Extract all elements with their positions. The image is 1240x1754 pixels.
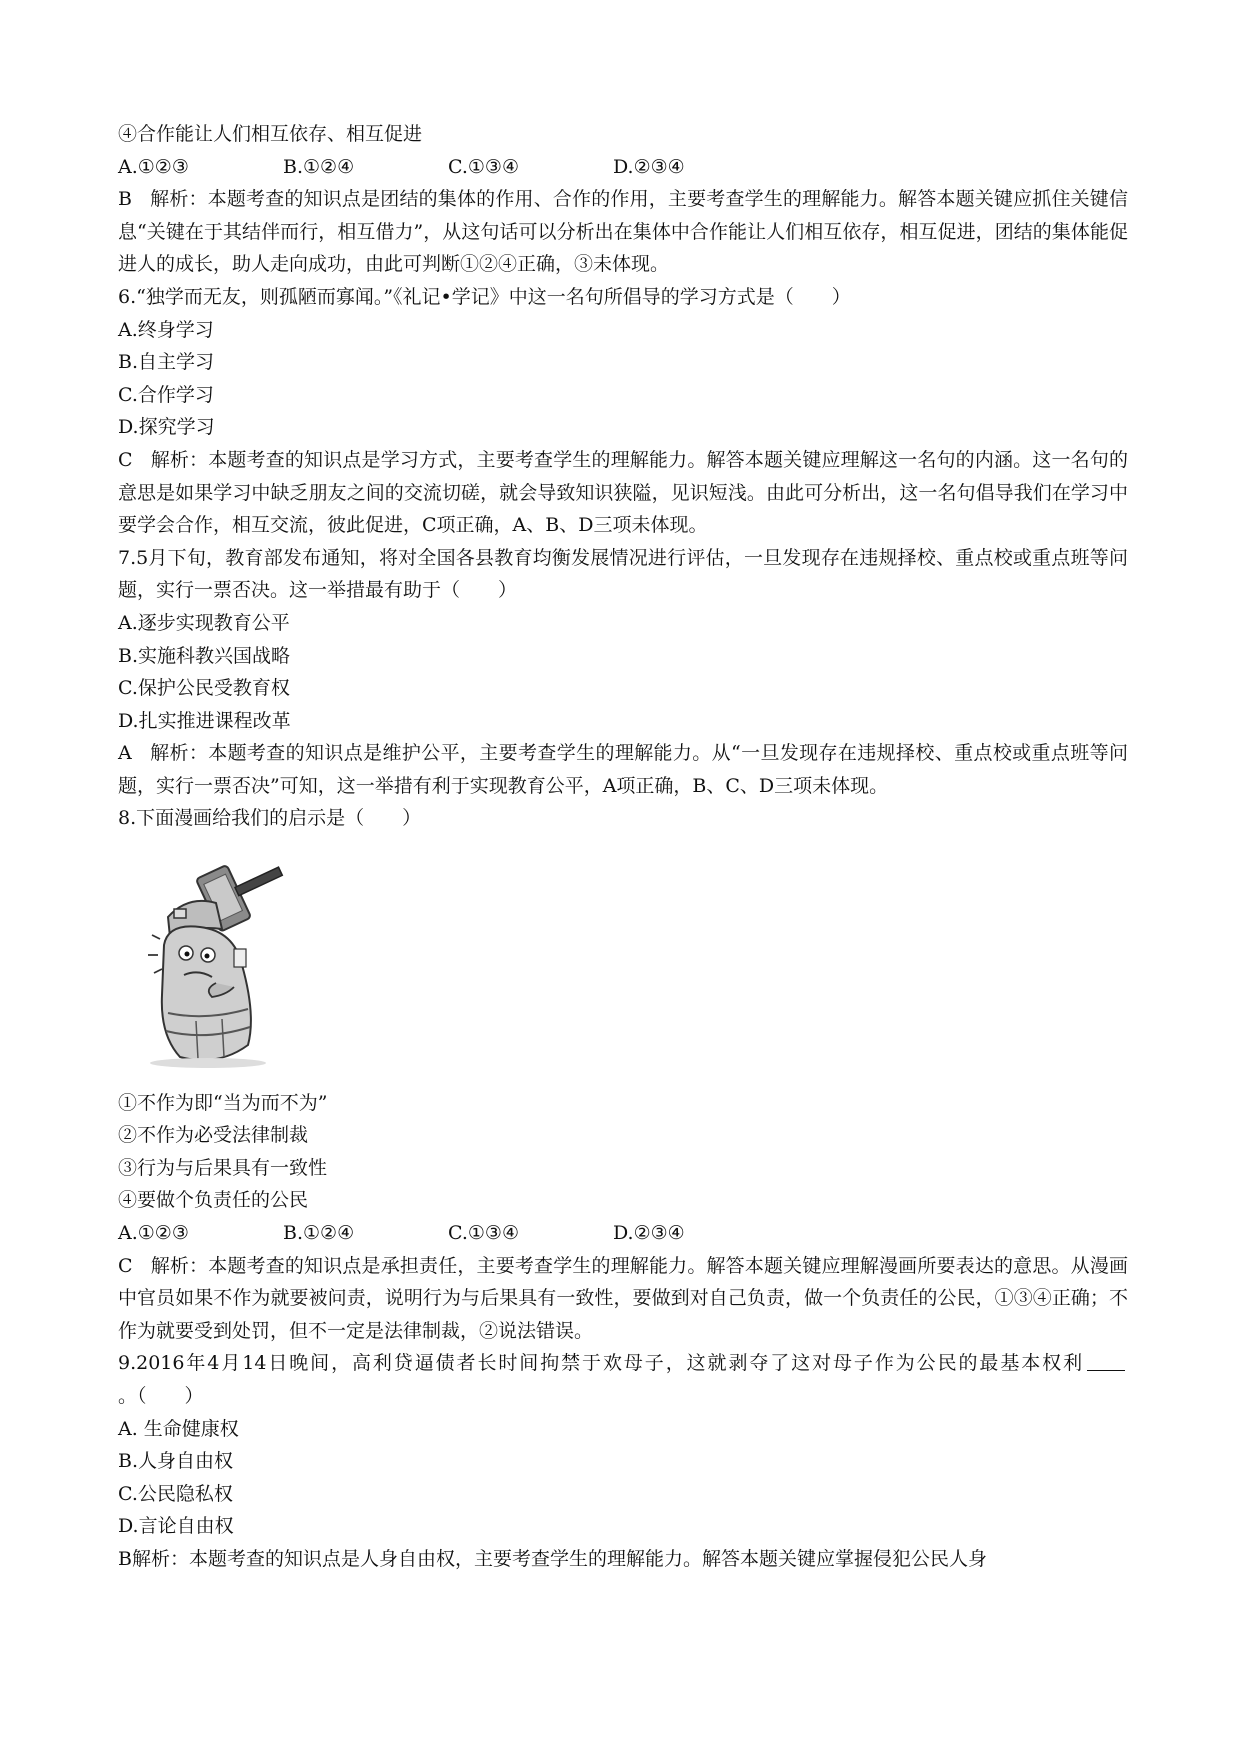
q9-analysis: [118, 1543, 1128, 1576]
q5-item-4: ④合作能让人们相互依存、相互促进: [118, 123, 423, 145]
q5-option-b: B.①②④: [283, 155, 355, 178]
q6-analysis-label: 解析：: [150, 448, 209, 471]
q8-option-d: D.②③④: [613, 1222, 685, 1245]
q7-analysis-label: 解析：: [149, 742, 209, 765]
q7-analysis-text: 本题考查的知识点是维护公平，主要考查学生的理解能力。从“一旦发现存在违规择校、重点校或重点班等问题，实行一票否决”可知，这一举措有利于实现教育公平，A项正确，B、C、D三项未体现。: [118, 742, 1128, 797]
q9-stem: [118, 1347, 1128, 1412]
q7-answer: A: [118, 742, 132, 765]
q6-option-c: C.合作学习: [118, 383, 214, 406]
q5-option-c: C.①③④: [448, 155, 519, 178]
q9-option-c: C.公民隐私权: [118, 1482, 233, 1505]
cartoon-image: [138, 845, 288, 1070]
q8-item-2: ②不作为必受法律制裁: [118, 1124, 309, 1147]
q6-answer: C: [118, 448, 133, 471]
q5-option-d: D.②③④: [613, 155, 685, 178]
q6-option-a: A.终身学习: [118, 318, 214, 341]
q9-answer: B: [118, 1547, 132, 1570]
q9-analysis-label: 解析：: [131, 1547, 189, 1570]
q7-option-a: A.逐步实现教育公平: [118, 611, 290, 634]
q5-options: [118, 151, 1128, 184]
q9-analysis-text: 本题考查的知识点是人身自由权，主要考查学生的理解能力。解答本题关键应掌握侵犯公民人身: [188, 1547, 987, 1570]
q8-option-c: C.①③④: [448, 1222, 519, 1245]
q5-answer: B: [118, 188, 132, 211]
q7-option-c: C.保护公民受教育权: [118, 677, 290, 700]
q8-item-3: ③行为与后果具有一致性: [118, 1156, 328, 1179]
q8-option-a: A.①②③: [118, 1222, 189, 1245]
q8-item-4: ④要做个负责任的公民: [118, 1189, 309, 1212]
q8-options: [118, 1217, 1128, 1250]
q9-blank: [1087, 1350, 1125, 1371]
q9-stem-text: 9.2016年4月14日晚间，高利贷逼债者长时间拘禁于欢母子，这就剥夺了这对母子作为公民的最基本权利: [118, 1352, 1084, 1375]
q9-option-a: A. 生命健康权: [118, 1417, 239, 1440]
q8-analysis-label: 解析：: [150, 1254, 209, 1277]
q9-option-b: B.人身自由权: [118, 1450, 234, 1473]
q8-item-1: ①不作为即“当为而不为”: [118, 1091, 328, 1114]
q7-analysis: [118, 737, 1128, 802]
q6-analysis-text: 本题考查的知识点是学习方式，主要考查学生的理解能力。解答本题关键应理解这一名句的内涵。这一名句的意思是如果学习中缺乏朋友之间的交流切磋，就会导致知识狭隘，见识短浅。由此可分析出，这一名句倡导我们在学习中要学会合作，相互交流，彼此促进，C项正确，A、B、D三项未体现。: [118, 448, 1128, 537]
q8-option-b: B.①②④: [283, 1222, 355, 1245]
q9-option-d: D.言论自由权: [118, 1515, 234, 1538]
q5-option-a: A.①②③: [118, 155, 189, 178]
q8-analysis-text: 本题考查的知识点是承担责任，主要考查学生的理解能力。解答本题关键应理解漫画所要表达的意思。从漫画中官员如果不作为就要被问责，说明行为与后果具有一致性，要做到对自己负责，做一个负责任的公民，①③④正确；不作为就要受到处罚，但不一定是法律制裁，②说法错误。: [118, 1254, 1128, 1342]
q7-stem: 7.5月下旬，教育部发布通知，将对全国各县教育均衡发展情况进行评估，一旦发现存在违规择校、重点校或重点班等问题，实行一票否决。这一举措最有助于（ ）: [118, 546, 1128, 602]
q5-analysis: [118, 183, 1128, 281]
q6-analysis: [118, 444, 1128, 542]
q5-analysis-text: 本题考查的知识点是团结的集体的作用、合作的作用，主要考查学生的理解能力。解答本题关键应抓住关键信息“关键在于其结伴而行，相互借力”，从这句话可以分析出在集体中合作能让人们相互依存，相互促进，团结的集体能促进人的成长，助人走向成功，由此可判断①②④正确，③未体现。: [118, 188, 1128, 276]
q8-answer: C: [118, 1254, 133, 1277]
exam-page: [118, 118, 1128, 1576]
q8-analysis: [118, 1250, 1128, 1348]
q7-option-b: B.实施科教兴国战略: [118, 644, 291, 667]
q7-option-d: D.扎实推进课程改革: [118, 709, 291, 732]
q6-stem: 6.“独学而无友，则孤陋而寡闻。”《礼记•学记》中这一名句所倡导的学习方式是（ ）: [118, 285, 851, 308]
q6-option-b: B.自主学习: [118, 351, 215, 374]
q8-stem: 8.下面漫画给我们的启示是（ ）: [118, 807, 422, 830]
q5-analysis-label: 解析：: [149, 188, 208, 211]
q6-option-d: D.探究学习: [118, 416, 215, 439]
q9-stem-tail: 。（ ）: [118, 1385, 204, 1407]
